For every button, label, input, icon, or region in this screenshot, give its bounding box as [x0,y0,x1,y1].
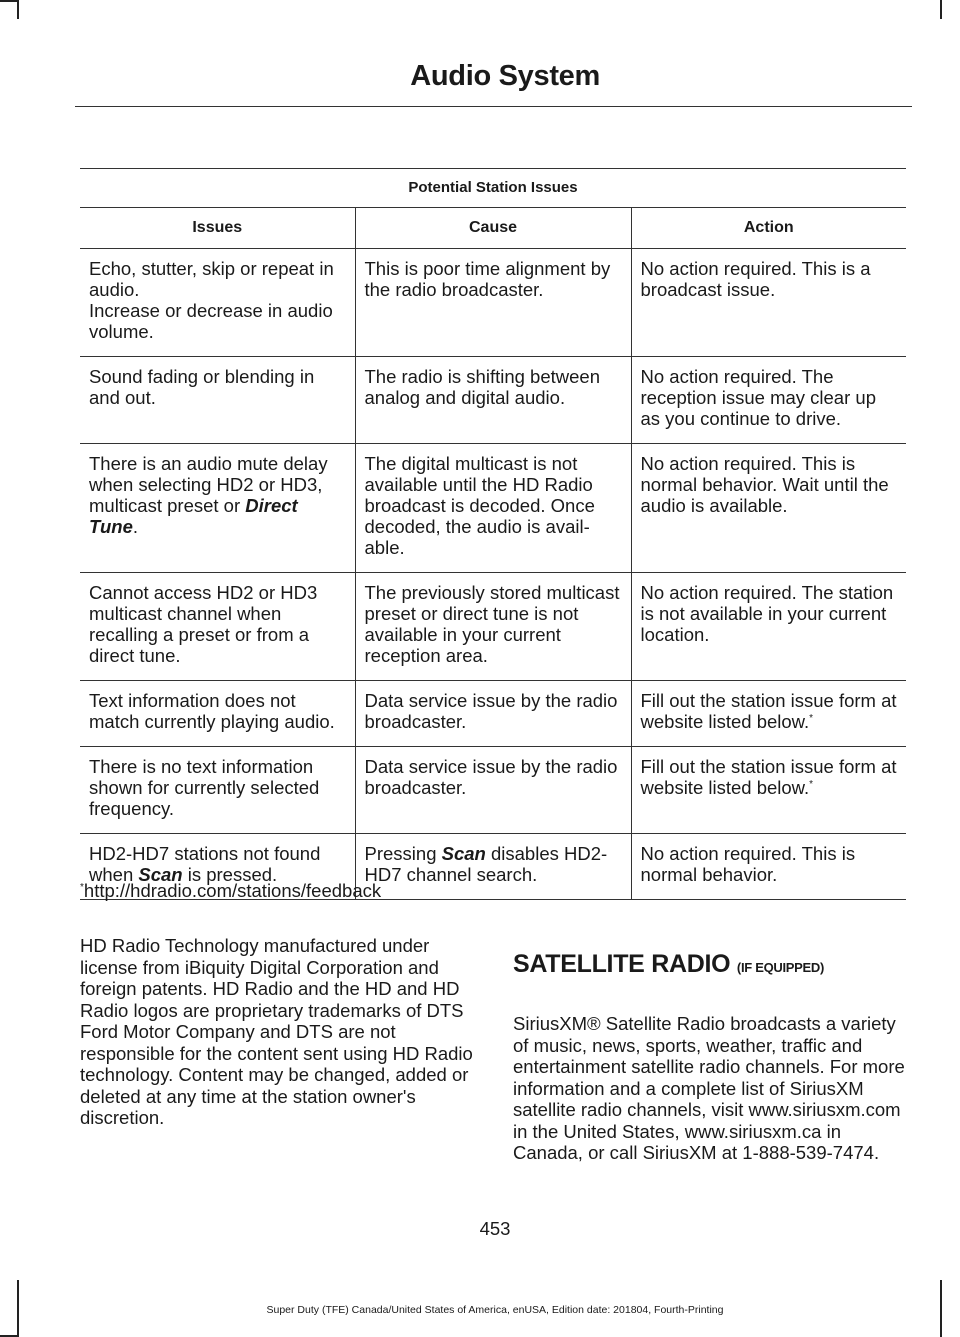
issue-text: HD2-HD7 stations not found when [89,843,321,885]
table-header-row [80,208,906,249]
footnote [80,880,381,902]
footnote-marker: * [809,712,814,724]
page-title: Audio System [410,60,600,92]
header-rule [75,106,912,107]
column-header-cause: Cause [355,208,631,249]
column-header-issues: Issues [80,208,355,249]
cause-text: Pressing [364,843,437,864]
cause-cell [355,834,631,900]
hd-radio-license-text: HD Radio Technology manufactured under license from iBiquity Digital Corporation and foreign patents. HD Radio and the HD and HD Radio logos are proprietary trademarks of DTS Ford Motor Company and DTS are not responsible for the content sent using HD Radio technology. Content may be changed, added or deleted at any time at the station owner's discretion. [80,935,473,1128]
issue-cell: Text information does not match currently playing audio. [80,681,355,747]
table-caption-row [80,169,906,208]
scan-term: Scan [441,843,486,864]
issue-cell: Cannot access HD2 or HD3 multicast channel when recalling a preset or from a direct tune. [80,573,355,681]
cause-cell: This is poor time alignment by the radio broadcaster. [355,249,631,357]
issue-cell [80,444,355,573]
action-cell: No action required. The station is not available in your current location. [631,573,906,681]
cause-cell: The radio is shifting between analog and digital audio. [355,357,631,444]
cause-cell: The digital multicast is not available until the HD Radio broadcast is decoded. Once decoded, the audio is avail-able. [355,444,631,573]
action-cell: No action required. This is a broadcast issue. [631,249,906,357]
action-cell: No action required. This is normal behavior. [631,834,906,900]
station-issues-table [80,168,906,900]
scan-term: Scan [138,864,183,885]
issue-cell: Sound fading or blending in and out. [80,357,355,444]
action-cell [631,681,906,747]
footnote-marker: * [809,778,814,790]
issue-cell [80,249,355,357]
action-cell: No action required. The reception issue may clear up as you continue to drive. [631,357,906,444]
direct-tune-term: Direct Tune [89,495,298,537]
action-text: Fill out the station issue form at website listed below. [640,756,897,798]
table-row [80,681,906,747]
section-heading-text: SATELLITE RADIO [513,950,731,978]
issue-text-suffix: is pressed. [187,864,278,885]
crop-mark-top-right [940,0,942,19]
issue-text-suffix: . [132,516,138,537]
section-heading [513,950,909,979]
satellite-radio-section [513,950,909,1164]
issue-text: There is an audio mute delay when selecting HD2 or HD3, multicast preset or [89,453,328,516]
table-row [80,357,906,444]
edition-footer: Super Duty (TFE) Canada/United States of America, enUSA, Edition date: 201804, Fourth-Printing [266,1304,724,1316]
table-row [80,444,906,573]
footnote-url: http://hdradio.com/stations/feedback [83,880,382,901]
cause-cell: The previously stored multicast preset or direct tune is not available in your current reception area. [355,573,631,681]
table-row [80,747,906,834]
issue-text: Echo, stutter, skip or repeat in audio. [89,258,334,300]
cause-text-suffix: disables HD2-HD7 channel search. [364,843,608,885]
issue-cell: There is no text information shown for currently selected frequency. [80,747,355,834]
page-number: 453 [479,1218,511,1239]
satellite-radio-body: SiriusXM® Satellite Radio broadcasts a variety of music, news, sports, weather, traffic and entertainment satellite radio channels. For more information and a complete list of SiriusXM satellite radio channels, visit www.siriusxm.com in the United States, www.siriusxm.ca in Canada, or call SiriusXM at 1-888-539-7474. [513,1013,905,1163]
column-header-action: Action [631,208,906,249]
crop-mark-top-left-vertical [17,0,19,19]
table-caption: Potential Station Issues [80,169,906,208]
cause-cell: Data service issue by the radio broadcaster. [355,681,631,747]
issue-text: Increase or decrease in audio volume. [89,300,333,342]
cause-cell: Data service issue by the radio broadcaster. [355,747,631,834]
action-text: Fill out the station issue form at website listed below. [640,690,897,732]
table-row [80,249,906,357]
action-cell: No action required. This is normal behavior. Wait until the audio is available. [631,444,906,573]
section-heading-qualifier: (IF EQUIPPED) [736,960,825,975]
footnote-marker: * [80,881,84,893]
action-cell [631,747,906,834]
table-row [80,573,906,681]
